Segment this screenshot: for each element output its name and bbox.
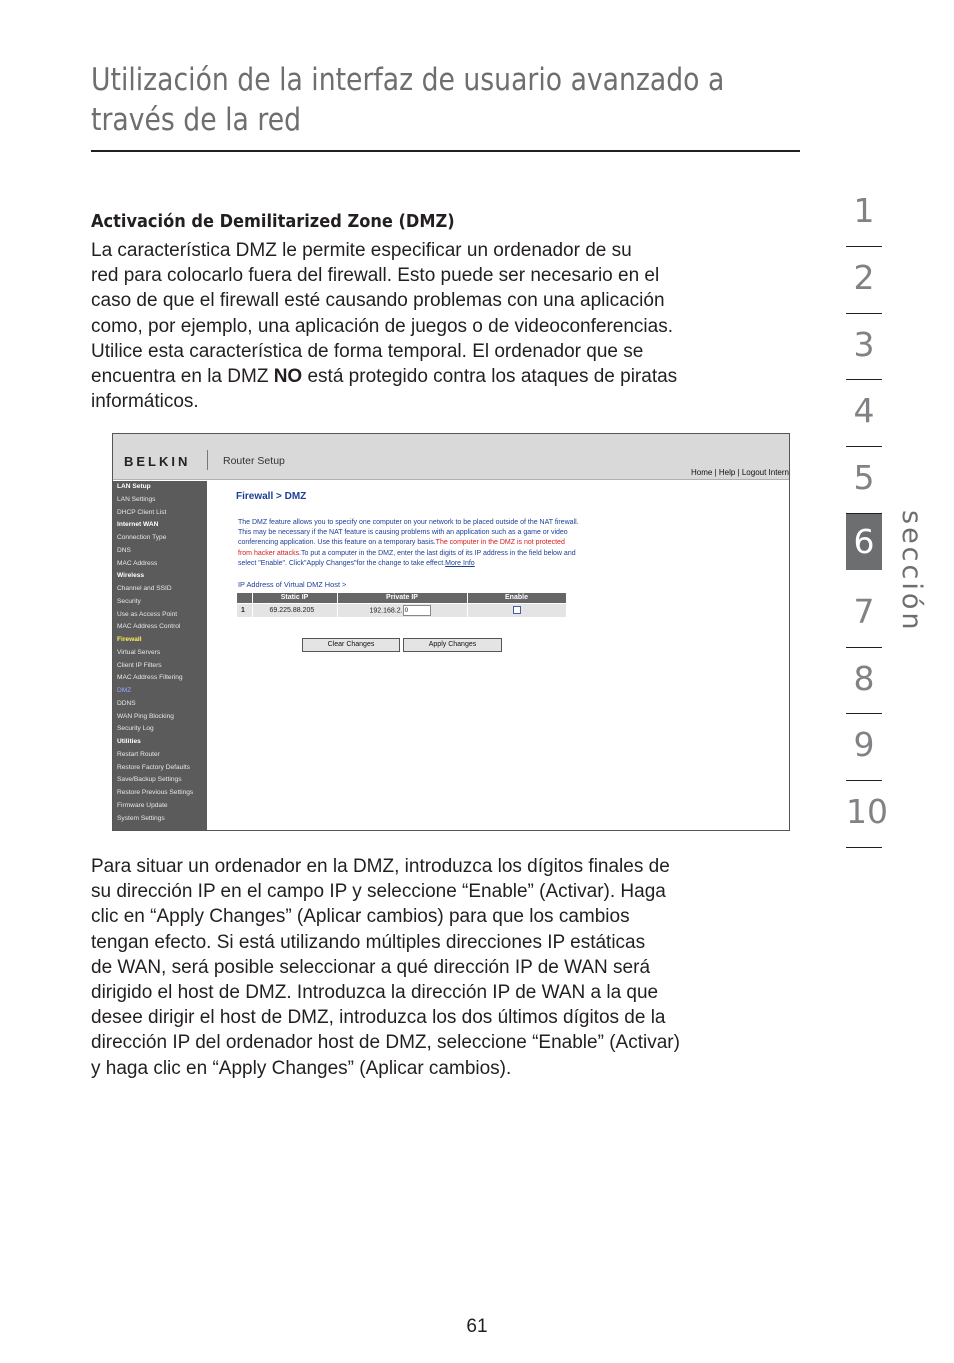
instructions-line: y haga clic en “Apply Changes” (Aplicar cambios).: [91, 1057, 512, 1079]
sidebar-item[interactable]: LAN Setup: [117, 483, 151, 490]
section-nav-item: [846, 247, 882, 314]
ip-heading: IP Address of Virtual DMZ Host >: [238, 580, 347, 589]
clear-changes-button[interactable]: Clear Changes: [302, 638, 400, 652]
desc-line: This may be necessary if the NAT feature is causing problems with an application such as a game or video: [238, 529, 568, 537]
sidebar-item[interactable]: MAC Address Control: [117, 623, 181, 631]
section-number: 3: [853, 324, 875, 364]
sidebar-item[interactable]: Connection Type: [117, 534, 167, 541]
header-static-ip: Static IP: [252, 593, 337, 603]
private-ip-prefix: 192.168.2.: [369, 607, 403, 615]
sidebar-item[interactable]: Security: [117, 597, 141, 605]
desc-line: [238, 549, 638, 559]
section-heading: Activación de Demilitarized Zone (DMZ): [91, 211, 455, 232]
router-header: [113, 434, 789, 480]
section-nav-item: [846, 380, 882, 447]
sidebar-item[interactable]: Internet WAN: [117, 521, 159, 529]
intro-text: encuentra en la DMZ: [91, 366, 274, 388]
enable-checkbox[interactable]: [513, 606, 521, 614]
desc-text: select "Enable". Click"Apply Changes"for the change to take effect.: [238, 559, 446, 567]
private-ip-cell: [337, 603, 467, 617]
sidebar-item[interactable]: Restore Previous Settings: [117, 789, 194, 796]
instructions-line: tengan efecto. Si está utilizando múltiples direcciones IP estáticas: [91, 931, 646, 953]
instructions-line: clic en “Apply Changes” (Aplicar cambios) para que los cambios: [91, 906, 630, 928]
intro-text: está protegido contra los ataques de piratas: [302, 366, 678, 388]
desc-line: [238, 538, 638, 548]
instructions-line: dirigido el host de DMZ. Introduzca la dirección IP de WAN a la que: [91, 982, 659, 1004]
table-row: [237, 603, 566, 617]
instructions-line: de WAN, será posible seleccionar a qué dirección IP de WAN será: [91, 956, 651, 978]
section-nav-item: [846, 447, 882, 514]
dmz-table: [237, 593, 567, 617]
section-nav: [846, 180, 888, 848]
sidebar-item[interactable]: Utilities: [117, 738, 141, 745]
sidebar-item[interactable]: DMZ: [117, 687, 132, 694]
desc-text: conferencing application. Use this feature on a temporary basis.: [238, 539, 436, 547]
desc-warning: from hacker attacks.: [238, 549, 302, 557]
intro-paragraph: [91, 238, 803, 414]
section-number: 2: [853, 257, 875, 297]
sidebar-item[interactable]: Security Log: [117, 725, 154, 733]
section-number: 10: [846, 792, 888, 832]
sidebar-item[interactable]: Virtual Servers: [117, 648, 161, 656]
desc-warning: The computer in the DMZ is not protected: [435, 539, 565, 547]
section-nav-item: [846, 581, 882, 648]
page-number: 61: [466, 1316, 488, 1337]
sidebar-item[interactable]: DHCP Client List: [117, 508, 167, 516]
intro-line: red para colocarlo fuera del firewall. Esto puede ser necesario en el: [91, 265, 660, 287]
static-ip-value: 69.225.88.205: [252, 603, 337, 617]
header-separator: [207, 450, 208, 470]
section-nav-item: [846, 514, 882, 581]
sidebar-item[interactable]: Firewall: [117, 636, 142, 643]
sidebar-item[interactable]: System Settings: [117, 814, 165, 822]
emphasis-no: NO: [273, 366, 303, 388]
header-index: [237, 593, 252, 603]
section-nav-item: [846, 714, 882, 781]
desc-line: The DMZ feature allows you to specify one computer on your network to be placed outside of the NAT firewall.: [238, 519, 579, 526]
sidebar-item[interactable]: DNS: [117, 546, 131, 554]
sidebar-item[interactable]: Restore Factory Defaults: [117, 763, 190, 771]
header-enable: Enable: [467, 593, 566, 603]
sidebar-item[interactable]: LAN Settings: [117, 495, 156, 503]
desc-text: To put a computer in the DMZ, enter the last digits of its IP address in the field below and: [301, 549, 576, 557]
intro-line: informáticos.: [91, 391, 199, 413]
section-nav-item: [846, 314, 882, 381]
enable-cell: [467, 603, 566, 617]
section-number: 5: [853, 458, 875, 498]
title-divider: [91, 150, 800, 152]
section-number: 1: [853, 191, 875, 230]
router-screenshot: [112, 433, 790, 831]
sidebar-item[interactable]: Use as Access Point: [117, 610, 178, 618]
section-nav-item: [846, 781, 888, 848]
section-rule: [846, 847, 882, 848]
instructions-line: su dirección IP en el campo IP y seleccione “Enable” (Activar). Haga: [91, 881, 666, 903]
dmz-description: [238, 518, 638, 569]
section-number: 4: [853, 391, 875, 431]
title-line-2: través de la red: [91, 102, 302, 138]
sidebar-item[interactable]: WAN Ping Blocking: [117, 712, 174, 720]
sidebar-item[interactable]: Client IP Filters: [117, 661, 162, 669]
sidebar-item[interactable]: Restart Router: [117, 750, 160, 758]
instructions-line: desee dirigir el host de DMZ, introduzca los dos últimos dígitos de la: [91, 1007, 666, 1029]
router-sidebar: [113, 481, 207, 831]
top-links[interactable]: Home | Help | Logout Intern: [691, 468, 789, 477]
section-nav-item: [846, 180, 882, 247]
table-header-row: [237, 593, 566, 603]
instructions-paragraph: [91, 854, 803, 1081]
intro-line: La característica DMZ le permite especificar un ordenador de su: [91, 240, 632, 261]
belkin-logo: BELKIN: [124, 454, 191, 469]
section-number: 9: [853, 725, 875, 765]
sidebar-item[interactable]: Firmware Update: [117, 801, 168, 809]
title-line-1: Utilización de la interfaz de usuario avanzado a: [91, 62, 725, 98]
header-private-ip: Private IP: [337, 593, 467, 603]
private-ip-input[interactable]: 0: [403, 605, 431, 616]
sidebar-item[interactable]: MAC Address Filtering: [117, 674, 183, 682]
router-setup-label: Router Setup: [223, 455, 285, 467]
page-title: [91, 60, 725, 140]
sidebar-item[interactable]: Wireless: [117, 572, 145, 580]
sidebar-item[interactable]: Channel and SSID: [117, 585, 172, 592]
router-main: [207, 481, 789, 831]
instructions-line: dirección IP del ordenador host de DMZ, seleccione “Enable” (Activar): [91, 1032, 680, 1054]
intro-line: [91, 364, 803, 389]
row-index: 1: [237, 603, 252, 617]
intro-line: como, por ejemplo, una aplicación de juegos o de videoconferencias.: [91, 315, 673, 337]
more-info-link[interactable]: More Info: [445, 559, 475, 567]
section-number: 7: [853, 591, 875, 631]
section-nav-item: [846, 648, 882, 715]
sidebar-item[interactable]: Save/Backup Settings: [117, 776, 182, 784]
section-number: 8: [853, 658, 875, 698]
apply-changes-button[interactable]: Apply Changes: [403, 638, 502, 652]
intro-line: caso de que el firewall esté causando problemas con una aplicación: [91, 290, 665, 312]
desc-line: [238, 559, 638, 569]
section-number: 6: [846, 514, 882, 570]
section-label: sección: [896, 510, 927, 633]
firewall-dmz-title: Firewall > DMZ: [236, 491, 307, 502]
sidebar-item[interactable]: DDNS: [117, 699, 136, 707]
sidebar-item[interactable]: MAC Address: [117, 559, 158, 567]
intro-line: Utilice esta característica de forma temporal. El ordenador que se: [91, 340, 644, 362]
instructions-line: Para situar un ordenador en la DMZ, introduzca los dígitos finales de: [91, 856, 670, 877]
